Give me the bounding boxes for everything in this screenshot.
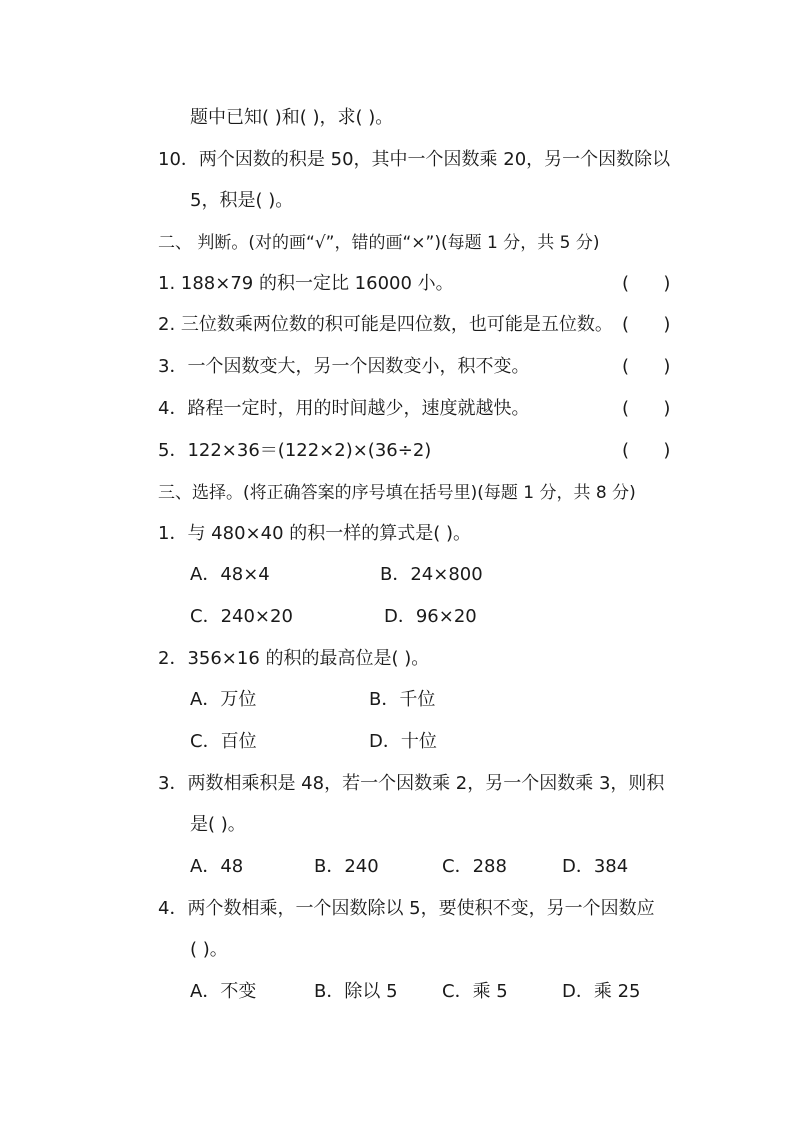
choice-q2-stem: 2．356×16 的积的最高位是( )。 <box>158 648 430 669</box>
choice-q1-stem: 1．与 480×40 的积一样的算式是( )。 <box>158 523 472 544</box>
judge-item-5: 5．122×36＝(122×2)×(36÷2) <box>158 440 432 461</box>
choice-q3-stem-line-1: 3．两数相乘积是 48，若一个因数乘 2，另一个因数乘 3，则积 <box>158 773 665 794</box>
judge-section-heading: 二、 判断。(对的画“√”，错的画“×”)(每题 1 分，共 5 分) <box>158 233 600 253</box>
choice-q2-option-c: C．百位 <box>190 731 257 752</box>
choice-section-heading: 三、选择。(将正确答案的序号填在括号里)(每题 1 分，共 8 分) <box>158 483 636 503</box>
judge-item-2: 2. 三位数乘两位数的积可能是四位数，也可能是五位数。 <box>158 314 613 335</box>
choice-q2-option-b: B．千位 <box>369 689 436 710</box>
choice-q3-stem-line-2: 是( )。 <box>190 814 246 835</box>
choice-q4-stem-line-1: 4．两个数相乘，一个因数除以 5，要使积不变，另一个因数应 <box>158 898 655 919</box>
choice-q3-option-a: A．48 <box>190 856 244 877</box>
choice-q4-option-a: A．不变 <box>190 981 257 1002</box>
choice-q4-option-c: C．乘 5 <box>442 981 508 1002</box>
choice-q1-option-d: D．96×20 <box>384 606 477 627</box>
choice-q3-option-b: B．240 <box>314 856 379 877</box>
question-9-tail: 题中已知( )和( )，求( )。 <box>190 107 394 128</box>
choice-q1-option-c: C．240×20 <box>190 606 293 627</box>
judge-item-3: 3．一个因数变大，另一个因数变小，积不变。 <box>158 356 530 377</box>
judge-item-1: 1. 188×79 的积一定比 16000 小。 <box>158 273 454 294</box>
choice-q3-option-d: D．384 <box>562 856 629 877</box>
judge-answer-blank-3: ( ) <box>622 356 671 377</box>
choice-q4-stem-line-2: ( )。 <box>190 939 228 960</box>
choice-q4-option-b: B．除以 5 <box>314 981 398 1002</box>
choice-q4-option-d: D．乘 25 <box>562 981 641 1002</box>
question-10-line-2: 5，积是( )。 <box>190 190 294 211</box>
choice-q3-option-c: C．288 <box>442 856 507 877</box>
choice-q1-option-b: B．24×800 <box>380 564 483 585</box>
choice-q2-option-a: A．万位 <box>190 689 257 710</box>
judge-answer-blank-4: ( ) <box>622 398 671 419</box>
choice-q1-option-a: A．48×4 <box>190 564 270 585</box>
question-10-line-1: 10．两个因数的积是 50，其中一个因数乘 20，另一个因数除以 <box>158 149 671 170</box>
judge-item-4: 4．路程一定时，用的时间越少，速度就越快。 <box>158 398 530 419</box>
choice-q2-option-d: D．十位 <box>369 731 437 752</box>
judge-answer-blank-5: ( ) <box>622 440 671 461</box>
judge-answer-blank-2: ( ) <box>622 314 671 335</box>
judge-answer-blank-1: ( ) <box>622 273 671 294</box>
